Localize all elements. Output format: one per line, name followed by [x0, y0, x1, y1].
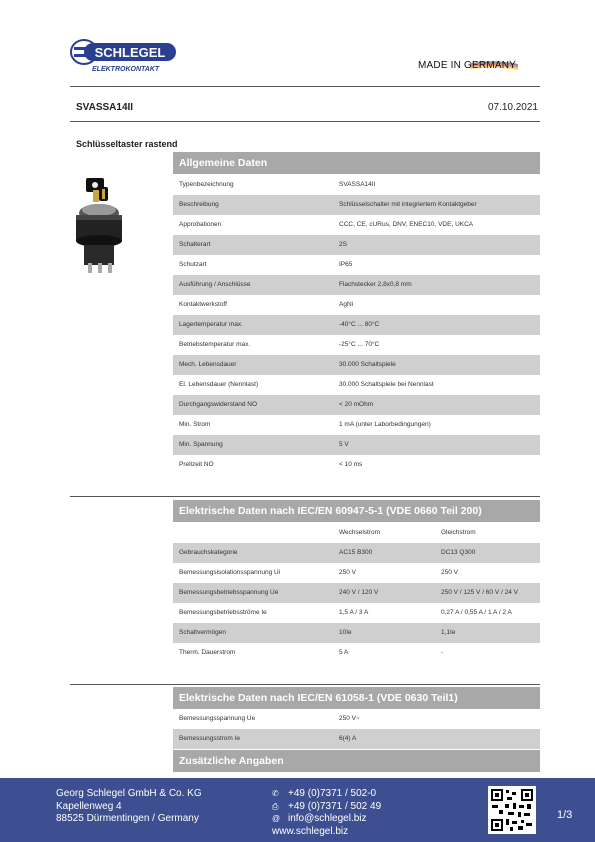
product-code: SVASSA14II: [76, 102, 134, 113]
table-row: Therm. Dauerstrom 5 A -: [179, 649, 444, 656]
table-row: Ausführung / Anschlüsse Flachstecker 2,8x0,8 mm: [173, 275, 540, 295]
section-divider: [70, 684, 540, 685]
table-row: Min. Strom 1 mA (unter Laborbedingungen): [179, 421, 431, 428]
table-row: Bemessungsisolationsspannung Ui 250 V 250 V: [179, 569, 458, 576]
table-row: Min. Spannung 5 V: [173, 435, 540, 455]
table-row: Prellzeit NO < 10 ms: [179, 461, 363, 468]
qr-code: [488, 786, 536, 834]
table-row: Bemessungsstrom Ie 6(4) A: [173, 729, 540, 749]
page-number: 1/3: [557, 809, 573, 821]
company-address: [56, 788, 202, 826]
made-in-germany: MADE IN GERMANY: [418, 60, 517, 71]
footer: [0, 778, 595, 842]
table-row: Bemessungsbetriebsspannung Ue 240 V / 120 V 250 V / 125 V / 60 V / 24 V: [173, 583, 540, 603]
electrical-data-iec61058-heading: Elektrische Daten nach IEC/EN 61058-1 (VDE 0630 Teil1): [173, 687, 540, 709]
table-row: Beschreibung Schlüsselschalter mit integriertem Kontaktgeber: [173, 195, 540, 215]
section-divider: [70, 496, 540, 497]
table-row: Bemessungsspannung Ue 250 V~: [179, 715, 360, 722]
table-row: Schutzart IP65: [179, 261, 353, 268]
company-name: Georg Schlegel GmbH & Co. KG: [56, 788, 202, 799]
general-data-heading: Allgemeine Daten: [173, 152, 540, 174]
electrical-data-iec60947-heading: Elektrische Daten nach IEC/EN 60947-5-1 (VDE 0660 Teil 200): [173, 500, 540, 522]
website-link[interactable]: www.schlegel.biz: [272, 825, 349, 837]
table-row: El. Lebensdauer (Nennlast) 30.000 Schaltspiele bei Nennlast: [179, 381, 434, 388]
table-row: Schaltvermögen 10Ie 1,1Ie: [173, 623, 540, 643]
schlegel-logo: [70, 38, 180, 74]
contact-block: [272, 788, 381, 838]
fax-number: +49 (0)7371 / 502 49: [288, 800, 382, 812]
table-row: Lagertemperatur max. -40°C ... 80°C: [173, 315, 540, 335]
table-row: Bemessungsbetriebsströme Ie 1,5 A / 3 A 0,27 A / 0,55 A / 1 A / 2 A: [179, 609, 512, 616]
title-divider: [70, 121, 540, 122]
table-row: Kontaktwerkstoff AgNi: [179, 301, 354, 308]
table-row: Schalterart 2S: [173, 235, 540, 255]
table-row: Durchgangswiderstand NO < 20 mOhm: [173, 395, 540, 415]
fax-icon: ⎙: [272, 801, 279, 811]
product-image: [66, 175, 136, 280]
table-header-row: Wechselstrom Gleichstrom: [339, 529, 476, 536]
document-date: 07.10.2021: [487, 102, 538, 113]
phone-icon: ✆: [272, 789, 279, 798]
additional-info-heading: Zusätzliche Angaben: [173, 750, 540, 772]
table-row: Typenbezeichnung SVASSA14II: [179, 181, 376, 188]
city: 88525 Dürmentingen / Germany: [56, 813, 199, 824]
street: Kapellenweg 4: [56, 800, 122, 812]
svg-text:SCHLEGEL: SCHLEGEL: [94, 45, 166, 60]
document-title: Schlüsseltaster rastend: [76, 139, 178, 149]
table-row: Gebrauchskategorie AC15 B300 DC13 Q300: [173, 543, 540, 563]
table-row: Mech. Lebensdauer 30.000 Schaltspiele: [173, 355, 540, 375]
phone-number: +49 (0)7371 / 502-0: [288, 788, 377, 799]
email-icon: @: [272, 814, 281, 823]
header-divider: [70, 86, 540, 87]
table-row: Approbationen CCC, CE, cURus, DNV, ENEC10, VDE, UKCA: [179, 221, 474, 228]
email-link[interactable]: info@schlegel.biz: [288, 813, 367, 824]
svg-text:ELEKTROKONTAKT: ELEKTROKONTAKT: [92, 66, 160, 73]
table-row: Betriebstemperatur max. -25°C ... 70°C: [179, 341, 380, 348]
